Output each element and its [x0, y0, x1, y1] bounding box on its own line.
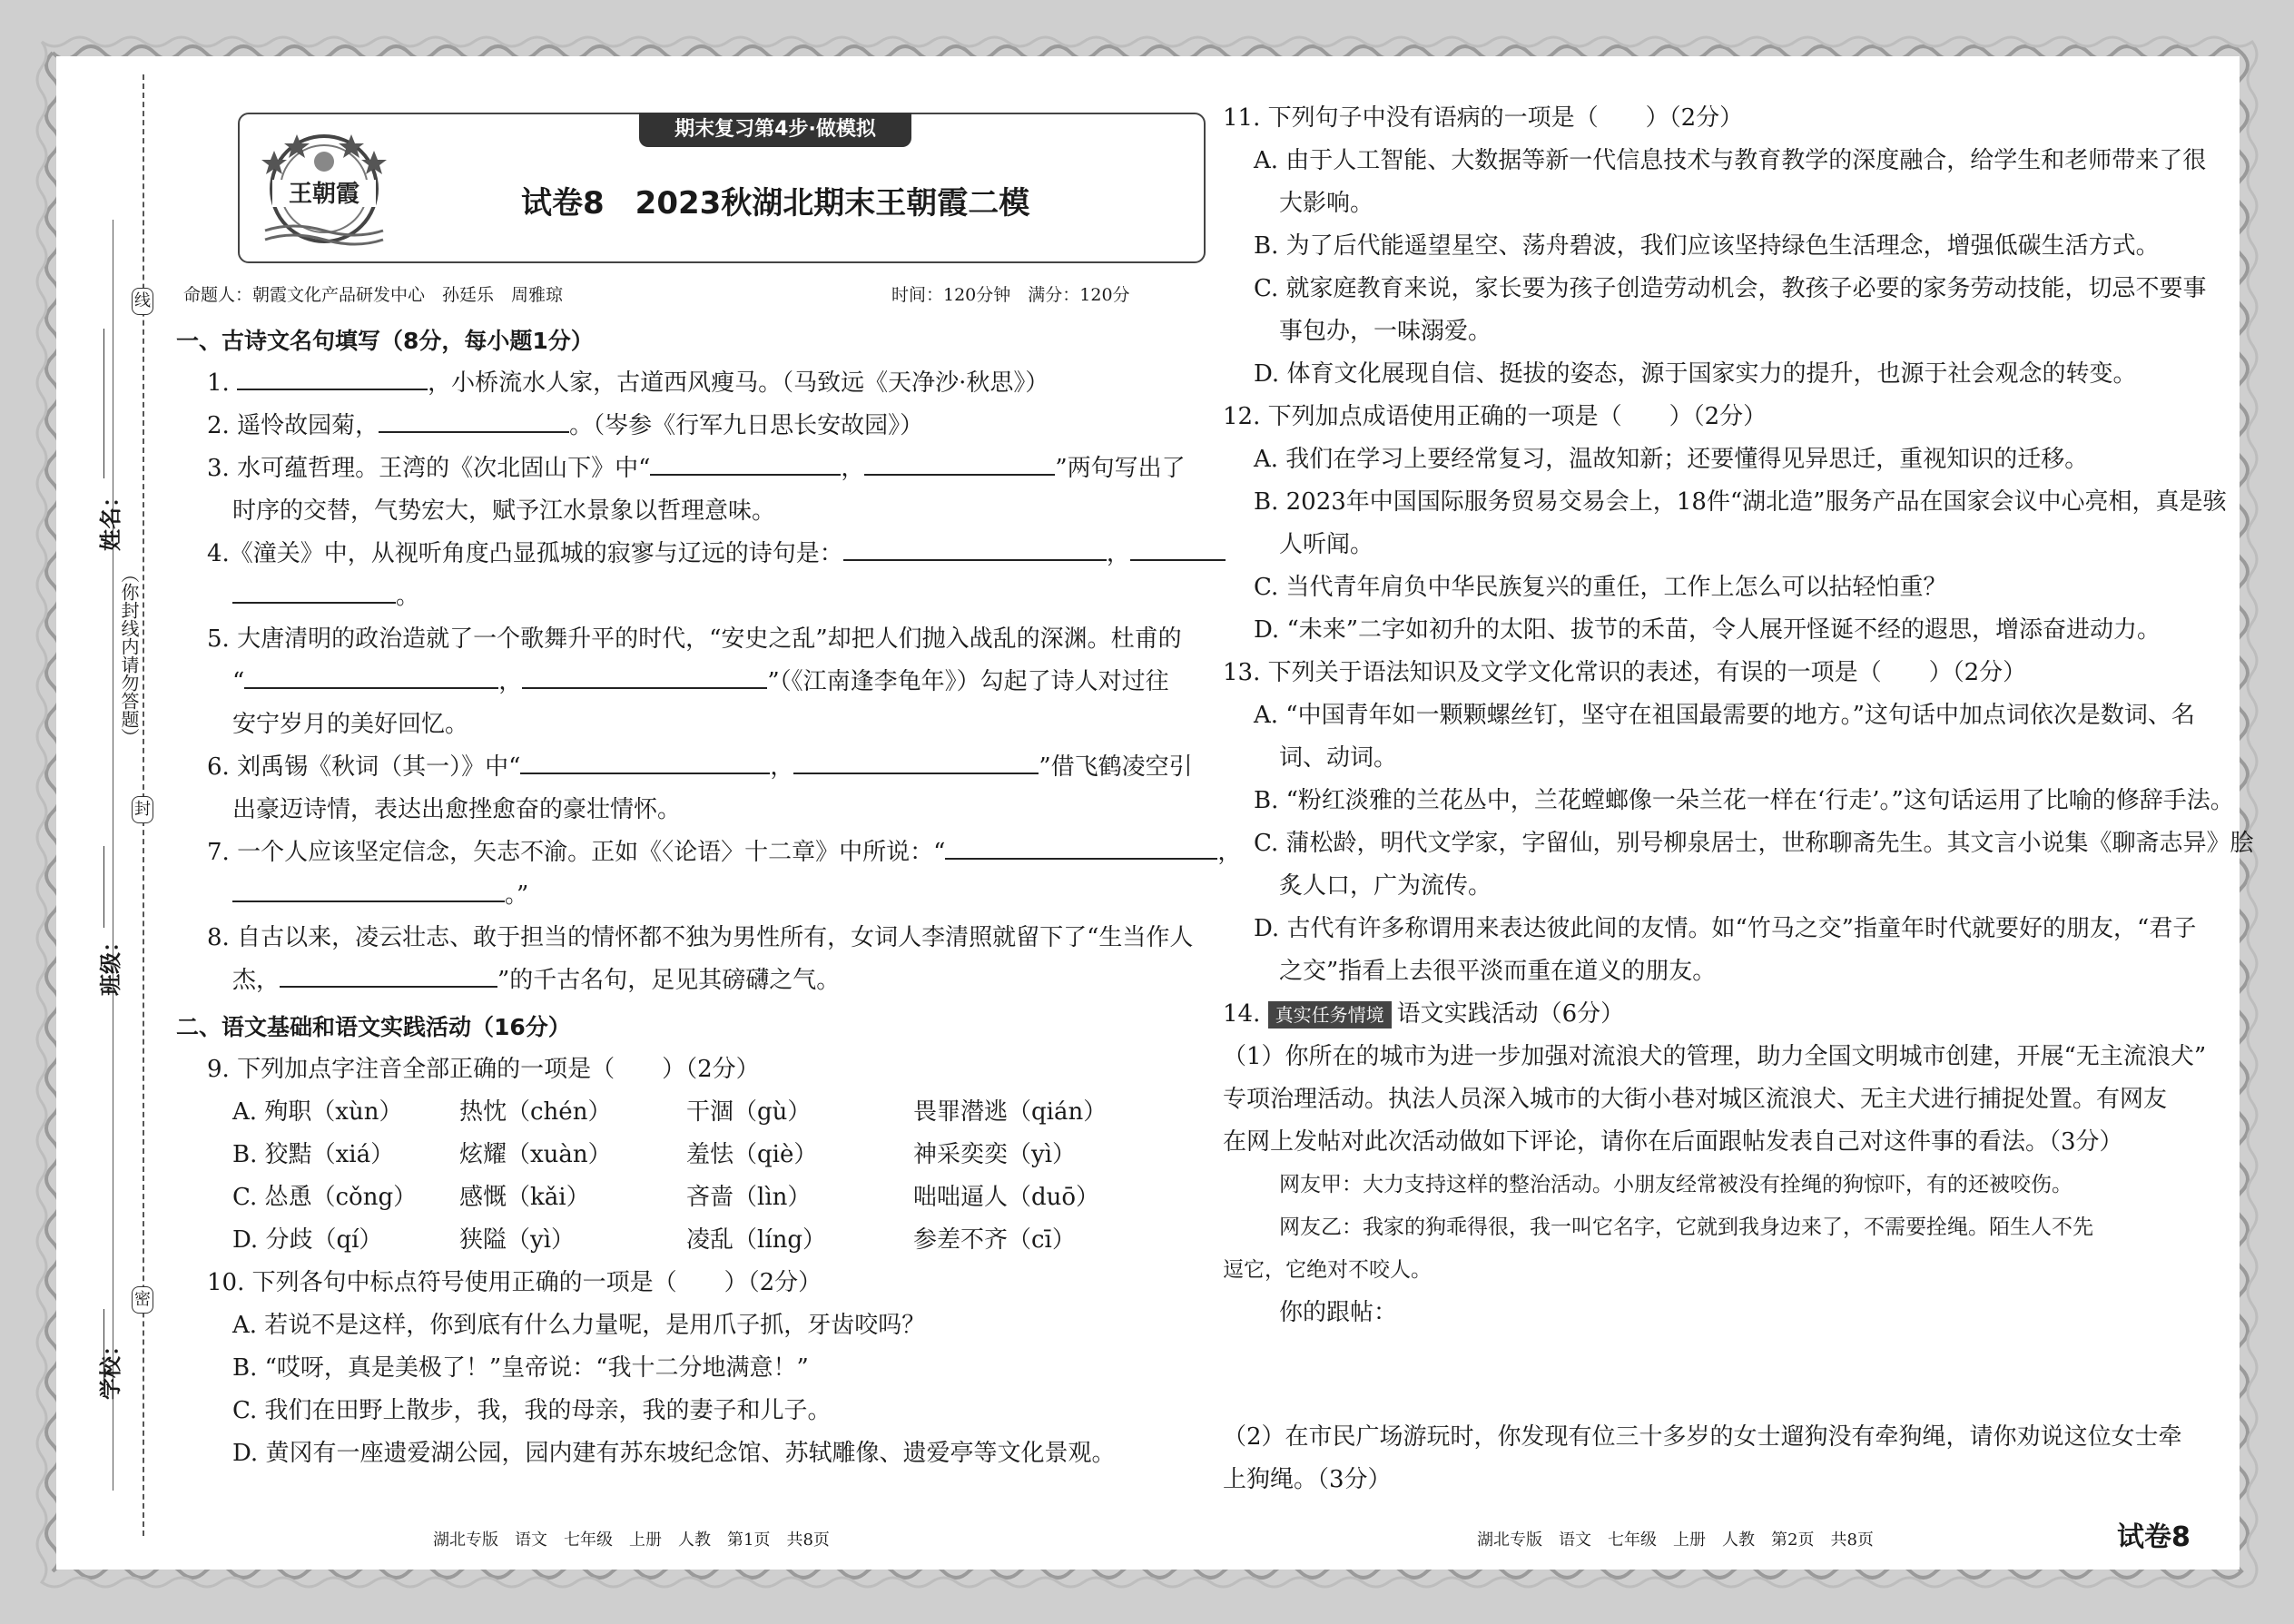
q7: 7. 一个人应该坚定信念，矢志不渝。正如《〈论语〉十二章》中所说：“ ，: [176, 832, 1211, 874]
q5-blank-a[interactable]: [244, 664, 498, 689]
q10-option-a[interactable]: A. 若说不是这样，你到底有什么力量呢，是用爪子抓，牙齿咬吗？: [232, 1312, 926, 1339]
q10-option-c[interactable]: C. 我们在田野上散步，我，我的母亲，我的妻子和儿子。: [232, 1397, 832, 1424]
q5: 5. 大唐清明的政治造就了一个歌舞升平的时代，“安史之乱”却把人们抛入战乱的深渊。杜甫的: [207, 625, 1182, 653]
q4-blank-a[interactable]: [843, 536, 1107, 561]
q9: 9. 下列加点字注音全部正确的一项是（ ）（2分）: [207, 1056, 760, 1083]
section2-title: 二、语文基础和语文实践活动（16分）: [176, 1014, 571, 1040]
q8: 8. 自古以来，凌云壮志、敢于担当的情怀都不独为男性所有，女词人李清照就留下了“生当作人: [207, 924, 1194, 951]
q11-option-b[interactable]: B. 为了后代能遥望星空、荡舟碧波，我们应该坚持绿色生活理念，增强低碳生活方式。: [1254, 232, 2160, 260]
q7-cont: 。”: [176, 874, 1211, 917]
q9-option-d[interactable]: D. 分歧（qí） 狭隘（yì） 凌乱（líng） 参差不齐（cī）: [232, 1226, 1076, 1254]
name-field[interactable]: [103, 329, 104, 478]
q5-cont2: 安宁岁月的美好回忆。: [232, 711, 469, 738]
q13-option-d-cont: 之交”指看上去很平淡而重在道义的朋友。: [1279, 958, 1717, 985]
q14-2-line2: 上狗绳。（3分）: [1223, 1466, 1392, 1493]
time-score: 时间：120分钟 满分：120分: [891, 285, 1130, 305]
q1-blank[interactable]: [237, 365, 428, 390]
q3-blank-b[interactable]: [864, 450, 1055, 476]
q3: 3. 水可蕴哲理。王湾的《次北固山下》中“ ， ”两句写出了: [176, 448, 1211, 490]
q12: 12. 下列加点成语使用正确的一项是（ ）（2分）: [1223, 403, 1767, 430]
q3-cont: 时序的交替，气势宏大，赋予江水景象以哲理意味。: [232, 497, 776, 525]
q11: 11. 下列句子中没有语病的一项是（ ）（2分）: [1223, 104, 1744, 132]
q6-cont: 出豪迈诗情，表达出愈挫愈奋的豪壮情怀。: [232, 796, 682, 823]
q13-option-a-cont: 词、动词。: [1279, 744, 1398, 772]
q13: 13. 下列关于语法知识及文学文化常识的表述，有误的一项是（ ）（2分）: [1223, 659, 2027, 686]
q14-2-answer-area[interactable]: [1223, 1501, 2258, 1601]
q14-1-line3: 在网上发帖对此次活动做如下评论，请你在后面跟帖发表自己对这件事的看法。（3分）: [1223, 1128, 2123, 1156]
header-banner: 期末复习第4步·做模拟: [639, 113, 911, 147]
q2-blank[interactable]: [379, 408, 569, 433]
q4-blank-b[interactable]: [1130, 536, 1226, 561]
q7-blank-a[interactable]: [945, 834, 1217, 860]
q9-option-c[interactable]: C. 怂恿（cǒng） 感慨（kǎi） 吝啬（lìn） 咄咄逼人（duō）: [232, 1184, 1100, 1211]
right-column: [1223, 97, 2258, 1601]
class-label: 班级：: [98, 930, 123, 996]
school-label: 学校：: [98, 1334, 123, 1400]
q12-option-b[interactable]: B. 2023年中国国际服务贸易交易会上，18件“湖北造”服务产品在国家会议中心亮相，真是骇: [1254, 488, 2227, 516]
comment-b-cont: 逗它，它绝对不咬人。: [1223, 1258, 1432, 1282]
q14-1-line1: （1）你所在的城市为进一步加强对流浪犬的管理，助力全国文明城市创建，开展“无主流浪犬”: [1223, 1043, 2207, 1070]
q11-option-a[interactable]: A. 由于人工智能、大数据等新一代信息技术与教育教学的深度融合，给学生和老师带来了很: [1254, 147, 2207, 174]
q10-option-d[interactable]: D. 黄冈有一座遗爱湖公园，园内建有苏东坡纪念馆、苏轼雕像、遗爱亭等文化景观。: [232, 1440, 1116, 1467]
comment-b: 网友乙：我家的狗乖得很，我一叫它名字，它就到我身边来了，不需要拴绳。陌生人不先: [1279, 1216, 2093, 1239]
exam-sheet: [56, 56, 2254, 1570]
q9-option-b[interactable]: B. 狡黠（xiá） 炫耀（xuàn） 羞怯（qiè） 神采奕奕（yì）: [232, 1141, 1077, 1168]
q14-1-line2: 专项治理活动。执法人员深入城市的大街小巷对城区流浪犬、无主犬进行捕捉处置。有网友: [1223, 1086, 2168, 1113]
q13-option-c[interactable]: C. 蒲松龄，明代文学家，字留仙，别号柳泉居士，世称聊斋先生。其文言小说集《聊斋志异》脍: [1254, 830, 2254, 857]
left-column: [176, 320, 1242, 1475]
q11-option-c[interactable]: C. 就家庭教育来说，家长要为孩子创造劳动机会，教孩子必要的家务劳动技能，切忌不要事: [1254, 275, 2207, 302]
q9-option-a[interactable]: A. 殉职（xùn） 热忱（chén） 干涸（gù） 畏罪潜逃（qián）: [232, 1098, 1108, 1126]
q4: 4.《潼关》中，从视听角度凸显孤城的寂寥与辽远的诗句是： ，: [176, 533, 1211, 576]
q13-option-a[interactable]: A. “中国青年如一颗颗螺丝钉，坚守在祖国最需要的地方。”这句话中加点词依次是数词、名: [1254, 702, 2195, 729]
q4-cont: 。: [176, 576, 1211, 618]
footer-right: 湖北专版 语文 七年级 上册 人教 第2页 共8页: [1477, 1530, 1874, 1550]
binding-notice: （你封线内请勿答题）: [118, 565, 140, 746]
header-box: [238, 113, 1206, 263]
q14-2-line1: （2）在市民广场游玩时，你发现有位三十多岁的女士遛狗没有牵狗绳，请你劝说这位女士牵: [1223, 1423, 2182, 1451]
q14: 14. 真实任务情境 语文实践活动（6分）: [1223, 1000, 1625, 1028]
q11-option-a-cont: 大影响。: [1279, 190, 1374, 217]
q12-option-d[interactable]: D. “未来”二字如初升的太阳、拔节的禾苗，令人展开怪诞不经的遐思，增添奋进动力。: [1254, 616, 2161, 644]
footer-left: 湖北专版 语文 七年级 上册 人教 第1页 共8页: [433, 1530, 830, 1550]
q1: 1. ，小桥流水人家，古道西风瘦马。（马致远《天净沙·秋思》）: [176, 362, 1211, 405]
school-field[interactable]: [103, 1309, 104, 1391]
q8-blank[interactable]: [280, 962, 497, 988]
q4-blank-c[interactable]: [232, 578, 396, 604]
authors: 命题人：朝霞文化产品研发中心 孙廷乐 周雅琼: [183, 285, 564, 305]
q12-option-b-cont: 人听闻。: [1279, 531, 1374, 558]
q12-option-c[interactable]: C. 当代青年肩负中华民族复兴的重任，工作上怎么可以拈轻怕重？: [1254, 574, 1947, 601]
name-label: 姓名：: [98, 486, 123, 551]
q11-option-d[interactable]: D. 体育文化展现自信、挺拔的姿态，源于国家实力的提升，也源于社会观念的转变。: [1254, 360, 2137, 388]
q13-option-b[interactable]: B. “粉红淡雅的兰花丛中，兰花螳螂像一朵兰花一样在‘行走’。”这句话运用了比喻的修辞手法。: [1254, 787, 2234, 814]
svg-text:王朝霞: 王朝霞: [288, 181, 360, 208]
q6: 6. 刘禹锡《秋词（其一）》中“ ， ”借飞鹤凌空引: [176, 746, 1211, 789]
section1-title: 一、古诗文名句填写（8分，每小题1分）: [176, 328, 594, 354]
q2: 2. 遥怜故园菊， 。（岑参《行军九日思长安故园》）: [176, 405, 1211, 448]
q6-blank-a[interactable]: [520, 749, 770, 774]
q5-blank-b[interactable]: [522, 664, 767, 689]
q12-option-a[interactable]: A. 我们在学习上要经常复习，温故知新；还要懂得见异思迁，重视知识的迁移。: [1254, 446, 2089, 473]
exam-badge: 试卷8: [2117, 1521, 2191, 1553]
q5-cont: “ ， ”（《江南逢李龟年》）勾起了诗人对过往: [176, 661, 1211, 704]
class-field[interactable]: [103, 846, 104, 928]
q10-option-b[interactable]: B. “哎呀，真是美极了！”皇帝说：“我十二分地满意！”: [232, 1354, 809, 1382]
reply-answer-area[interactable]: [1223, 1334, 2258, 1416]
q7-blank-b[interactable]: [232, 877, 505, 902]
q6-blank-b[interactable]: [793, 749, 1039, 774]
q3-blank-a[interactable]: [650, 450, 841, 476]
q8-cont: 杰， ”的千古名句，足见其磅礴之气。: [176, 960, 1211, 1002]
reply-label: 你的跟帖：: [1279, 1299, 1398, 1326]
task-tag: 真实任务情境: [1268, 1001, 1392, 1029]
comment-a: 网友甲：大力支持这样的整治活动。小朋友经常被没有拴绳的狗惊吓，有的还被咬伤。: [1279, 1173, 2072, 1196]
wangzhaoxia-logo-icon: [256, 123, 392, 251]
exam-title: 试卷8 2023秋湖北期末王朝霞二模: [521, 185, 1030, 221]
q11-option-c-cont: 事包办，一味溺爱。: [1279, 318, 1492, 345]
q13-option-d[interactable]: D. 古代有许多称谓用来表达彼此间的友情。如“竹马之交”指童年时代就要好的朋友，“君子: [1254, 915, 2197, 942]
marker-line: 线: [132, 288, 153, 315]
q10: 10. 下列各句中标点符号使用正确的一项是（ ）（2分）: [207, 1269, 822, 1296]
marker-secret: 密: [132, 1286, 153, 1314]
q13-option-c-cont: 炙人口，广为流传。: [1279, 872, 1492, 900]
marker-seal: 封: [132, 796, 153, 823]
